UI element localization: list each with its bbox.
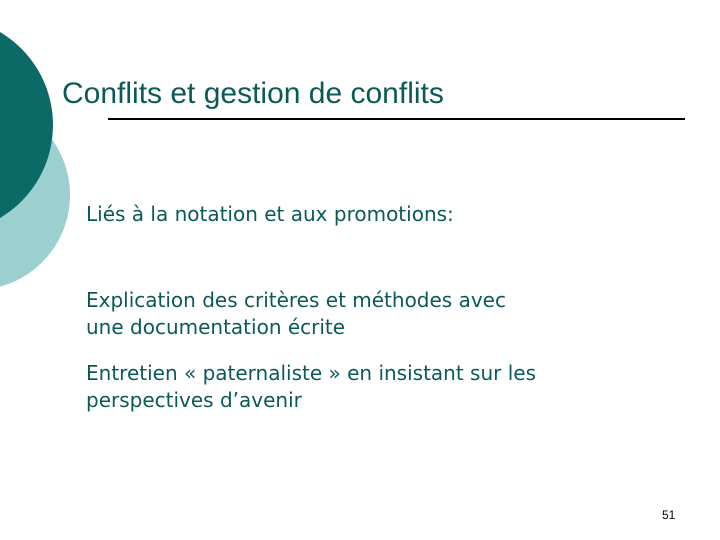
- list-item: [86, 287, 506, 341]
- list-item-line: Entretien « paternaliste » en insistant sur les: [86, 361, 536, 385]
- list-item-line: une documentation écrite: [86, 315, 346, 339]
- list-item-line: perspectives d’avenir: [86, 388, 302, 412]
- decorative-circles-shape: [0, 0, 120, 300]
- slide-title: Conflits et gestion de conflits: [62, 77, 444, 110]
- section-heading: Liés à la notation et aux promotions:: [86, 202, 454, 226]
- list-item-line: Explication des critères et méthodes avec: [86, 288, 506, 312]
- page-number: 51: [662, 508, 676, 522]
- list-item: [86, 360, 536, 414]
- title-underline: [108, 118, 685, 120]
